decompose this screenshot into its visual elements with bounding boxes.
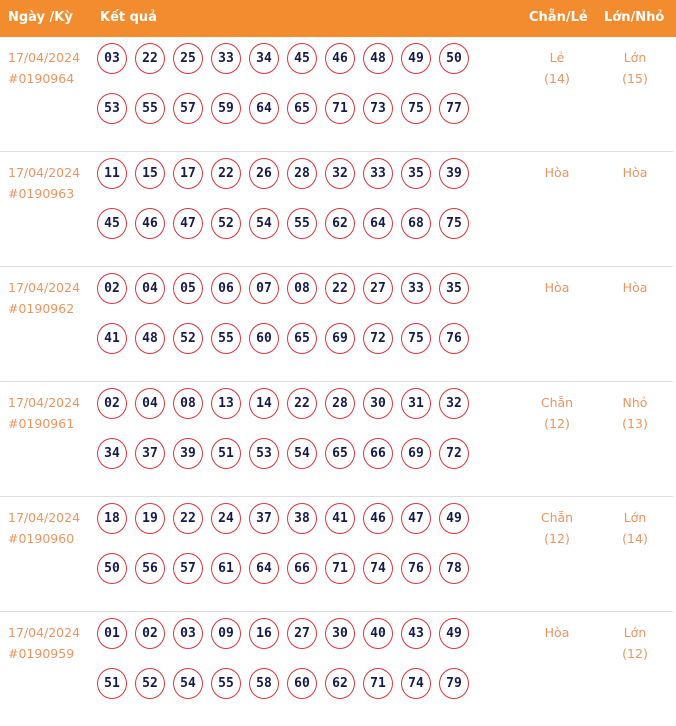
number-ball: 71	[363, 668, 393, 699]
number-ball: 71	[325, 553, 355, 584]
even-odd-cell-label: Chẵn	[540, 395, 574, 410]
number-ball: 30	[363, 388, 393, 419]
big-small-cell	[605, 392, 665, 434]
number-ball: 03	[97, 43, 127, 74]
number-ball: 28	[325, 388, 355, 419]
number-ball: 37	[135, 438, 165, 469]
table-row	[0, 152, 673, 267]
number-ball: 04	[135, 388, 165, 419]
number-ball: 24	[211, 503, 241, 534]
number-ball: 02	[97, 273, 127, 304]
number-ball: 72	[439, 438, 469, 469]
number-ball: 66	[363, 438, 393, 469]
result-numbers	[97, 503, 487, 584]
number-ball: 56	[135, 553, 165, 584]
number-ball: 66	[287, 553, 317, 584]
big-small-cell-label: Lớn	[623, 510, 647, 525]
big-small-cell-count: (13)	[622, 416, 648, 431]
number-ball: 34	[97, 438, 127, 469]
number-ball: 47	[173, 208, 203, 239]
number-ball: 76	[401, 553, 431, 584]
number-ball: 69	[401, 438, 431, 469]
number-ball: 48	[363, 43, 393, 74]
number-ball: 26	[249, 158, 279, 189]
number-ball: 35	[401, 158, 431, 189]
number-ball: 48	[135, 323, 165, 354]
even-odd-cell	[527, 162, 587, 183]
draw-period: #0190961	[8, 416, 75, 431]
number-ball: 03	[173, 618, 203, 649]
number-ball: 53	[97, 93, 127, 124]
number-ball: 27	[287, 618, 317, 649]
result-numbers	[97, 158, 487, 239]
number-ball: 54	[287, 438, 317, 469]
big-small-cell	[605, 622, 665, 664]
number-ball: 78	[439, 553, 469, 584]
number-ball: 50	[439, 43, 469, 74]
number-ball: 51	[211, 438, 241, 469]
number-ball: 22	[325, 273, 355, 304]
number-ball: 75	[401, 93, 431, 124]
number-ball: 15	[135, 158, 165, 189]
result-numbers	[97, 618, 487, 699]
number-ball: 33	[401, 273, 431, 304]
number-ball: 05	[173, 273, 203, 304]
big-small-cell-label: Lớn	[623, 625, 647, 640]
number-ball: 30	[325, 618, 355, 649]
number-ball: 50	[97, 553, 127, 584]
big-small-cell	[605, 162, 665, 183]
number-ball: 49	[439, 618, 469, 649]
number-ball: 45	[287, 43, 317, 74]
number-ball: 52	[135, 668, 165, 699]
number-ball: 41	[97, 323, 127, 354]
even-odd-cell	[527, 622, 587, 643]
big-small-cell-label: Hòa	[622, 280, 648, 295]
even-odd-cell-label: Hòa	[544, 165, 570, 180]
number-ball: 53	[249, 438, 279, 469]
even-odd-cell-label: Hòa	[544, 625, 570, 640]
even-odd-cell	[527, 47, 587, 89]
number-ball: 55	[135, 93, 165, 124]
number-ball: 60	[249, 323, 279, 354]
draw-date: 17/04/2024	[8, 510, 81, 525]
number-ball: 22	[287, 388, 317, 419]
table-row	[0, 267, 673, 382]
date-period-cell	[8, 277, 80, 319]
date-period-cell	[8, 392, 80, 434]
big-small-cell	[605, 277, 665, 298]
number-ball: 57	[173, 553, 203, 584]
number-ball: 55	[211, 323, 241, 354]
number-ball: 79	[439, 668, 469, 699]
draw-period: #0190960	[8, 531, 75, 546]
result-numbers	[97, 43, 487, 124]
number-ball: 75	[401, 323, 431, 354]
even-odd-cell-label: Hòa	[544, 280, 570, 295]
big-small-cell-label: Lớn	[623, 50, 647, 65]
even-odd-cell-count: (12)	[544, 416, 570, 431]
big-small-cell-label: Hòa	[622, 165, 648, 180]
number-ball: 34	[249, 43, 279, 74]
number-ball: 55	[211, 668, 241, 699]
number-ball: 33	[363, 158, 393, 189]
number-ball: 65	[287, 93, 317, 124]
number-ball: 55	[287, 208, 317, 239]
number-ball: 39	[439, 158, 469, 189]
table-header	[0, 0, 676, 37]
number-ball: 41	[325, 503, 355, 534]
draw-date: 17/04/2024	[8, 625, 81, 640]
number-ball: 60	[287, 668, 317, 699]
number-ball: 71	[325, 93, 355, 124]
number-ball: 09	[211, 618, 241, 649]
number-ball: 49	[439, 503, 469, 534]
even-odd-cell	[527, 507, 587, 549]
number-ball: 64	[249, 93, 279, 124]
number-ball: 17	[173, 158, 203, 189]
date-period-cell	[8, 47, 80, 89]
number-ball: 51	[97, 668, 127, 699]
draw-date: 17/04/2024	[8, 280, 81, 295]
number-ball: 07	[249, 273, 279, 304]
number-ball: 40	[363, 618, 393, 649]
big-small-cell-count: (15)	[622, 71, 648, 86]
number-ball: 22	[173, 503, 203, 534]
draw-date: 17/04/2024	[8, 395, 81, 410]
big-small-cell	[605, 47, 665, 89]
number-ball: 32	[325, 158, 355, 189]
big-small-cell-count: (12)	[622, 646, 648, 661]
number-ball: 06	[211, 273, 241, 304]
number-ball: 61	[211, 553, 241, 584]
number-ball: 76	[439, 323, 469, 354]
number-ball: 38	[287, 503, 317, 534]
number-ball: 35	[439, 273, 469, 304]
number-ball: 22	[211, 158, 241, 189]
number-ball: 52	[173, 323, 203, 354]
even-odd-cell	[527, 277, 587, 298]
draw-period: #0190963	[8, 186, 75, 201]
date-period-cell	[8, 622, 80, 664]
table-row	[0, 497, 673, 612]
number-ball: 54	[249, 208, 279, 239]
number-ball: 28	[287, 158, 317, 189]
number-ball: 64	[363, 208, 393, 239]
number-ball: 49	[401, 43, 431, 74]
number-ball: 43	[401, 618, 431, 649]
number-ball: 27	[363, 273, 393, 304]
draw-date: 17/04/2024	[8, 50, 81, 65]
draw-period: #0190962	[8, 301, 75, 316]
table-row	[0, 382, 673, 497]
table-row	[0, 37, 673, 152]
header-big-small: Lớn/Nhỏ	[604, 10, 665, 25]
number-ball: 33	[211, 43, 241, 74]
number-ball: 11	[97, 158, 127, 189]
number-ball: 13	[211, 388, 241, 419]
number-ball: 37	[249, 503, 279, 534]
number-ball: 01	[97, 618, 127, 649]
number-ball: 54	[173, 668, 203, 699]
number-ball: 02	[97, 388, 127, 419]
number-ball: 08	[287, 273, 317, 304]
number-ball: 59	[211, 93, 241, 124]
number-ball: 47	[401, 503, 431, 534]
number-ball: 04	[135, 273, 165, 304]
number-ball: 75	[439, 208, 469, 239]
header-even-odd: Chẵn/Lẻ	[529, 10, 588, 25]
number-ball: 45	[97, 208, 127, 239]
number-ball: 69	[325, 323, 355, 354]
even-odd-cell-label: Lẻ	[549, 50, 565, 65]
table-row	[0, 612, 673, 726]
number-ball: 65	[287, 323, 317, 354]
result-numbers	[97, 273, 487, 354]
number-ball: 18	[97, 503, 127, 534]
header-result: Kết quả	[100, 10, 157, 25]
number-ball: 73	[363, 93, 393, 124]
number-ball: 72	[363, 323, 393, 354]
big-small-cell	[605, 507, 665, 549]
number-ball: 25	[173, 43, 203, 74]
number-ball: 62	[325, 668, 355, 699]
number-ball: 31	[401, 388, 431, 419]
even-odd-cell-label: Chẵn	[540, 510, 574, 525]
draw-date: 17/04/2024	[8, 165, 81, 180]
date-period-cell	[8, 162, 80, 204]
number-ball: 62	[325, 208, 355, 239]
even-odd-cell	[527, 392, 587, 434]
big-small-cell-count: (14)	[622, 531, 648, 546]
number-ball: 16	[249, 618, 279, 649]
draw-period: #0190964	[8, 71, 75, 86]
number-ball: 39	[173, 438, 203, 469]
date-period-cell	[8, 507, 80, 549]
number-ball: 52	[211, 208, 241, 239]
number-ball: 58	[249, 668, 279, 699]
number-ball: 65	[325, 438, 355, 469]
number-ball: 46	[135, 208, 165, 239]
number-ball: 57	[173, 93, 203, 124]
number-ball: 77	[439, 93, 469, 124]
number-ball: 68	[401, 208, 431, 239]
number-ball: 74	[401, 668, 431, 699]
header-date-period: Ngày /Kỳ	[8, 10, 73, 25]
number-ball: 46	[363, 503, 393, 534]
number-ball: 14	[249, 388, 279, 419]
table-body	[0, 37, 676, 726]
number-ball: 02	[135, 618, 165, 649]
number-ball: 08	[173, 388, 203, 419]
number-ball: 74	[363, 553, 393, 584]
even-odd-cell-count: (14)	[544, 71, 570, 86]
number-ball: 32	[439, 388, 469, 419]
draw-period: #0190959	[8, 646, 75, 661]
number-ball: 19	[135, 503, 165, 534]
result-numbers	[97, 388, 487, 469]
number-ball: 64	[249, 553, 279, 584]
even-odd-cell-count: (12)	[544, 531, 570, 546]
big-small-cell-label: Nhỏ	[622, 395, 648, 410]
number-ball: 22	[135, 43, 165, 74]
number-ball: 46	[325, 43, 355, 74]
